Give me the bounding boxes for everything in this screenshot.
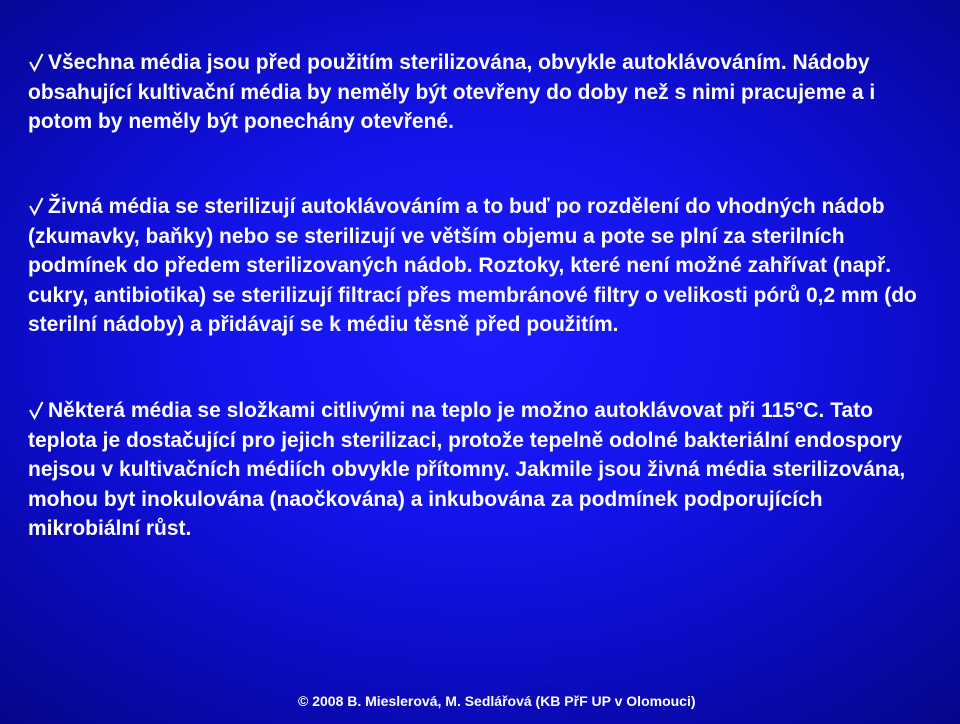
copyright-footer: © 2008 B. Mieslerová, M. Sedlářová (KB PřF UP v Olomouci) (298, 693, 696, 709)
paragraph-heat-sensitive-media (28, 396, 938, 544)
paragraph-text: Živná média se sterilizují autoklávováním a to buď po rozdělení do vhodných nádob (zkumavky, baňky) nebo se sterilizují ve větším objemu a pote se plní za sterilních podmínek do předem sterilizovaných nádob. Roztoky, které není možné zahřívat (např. cukry, antibiotika) se sterilizují filtrací přes membránové filtry o velikosti pórů 0,2 mm (do sterilní nádoby) a přidávají se k médiu těsně před použitím. (28, 195, 917, 336)
paragraph-sterilization-intro (28, 48, 938, 137)
checkmark-icon (28, 197, 46, 217)
paragraph-autoclave-method (28, 192, 938, 340)
checkmark-icon (28, 53, 46, 73)
paragraph-text: Některá média se složkami citlivými na teplo je možno autoklávovat při 115°C. Tato teplota je dostačující pro jejich sterilizaci, protože tepelně odolné bakteriální endospory nejsou v kultivačních médiích obvykle přítomny. Jakmile jsou živná média sterilizována, mohou byt inokulována (naočkována) a inkubována za podmínek podporujících mikrobiální růst. (28, 399, 906, 540)
checkmark-icon (28, 401, 46, 421)
paragraph-text: Všechna média jsou před použitím sterilizována, obvykle autoklávováním. Nádoby obsahující kultivační média by neměly být otevřeny do doby než s nimi pracujeme a i potom by neměly být ponechány otevřené. (28, 51, 876, 133)
